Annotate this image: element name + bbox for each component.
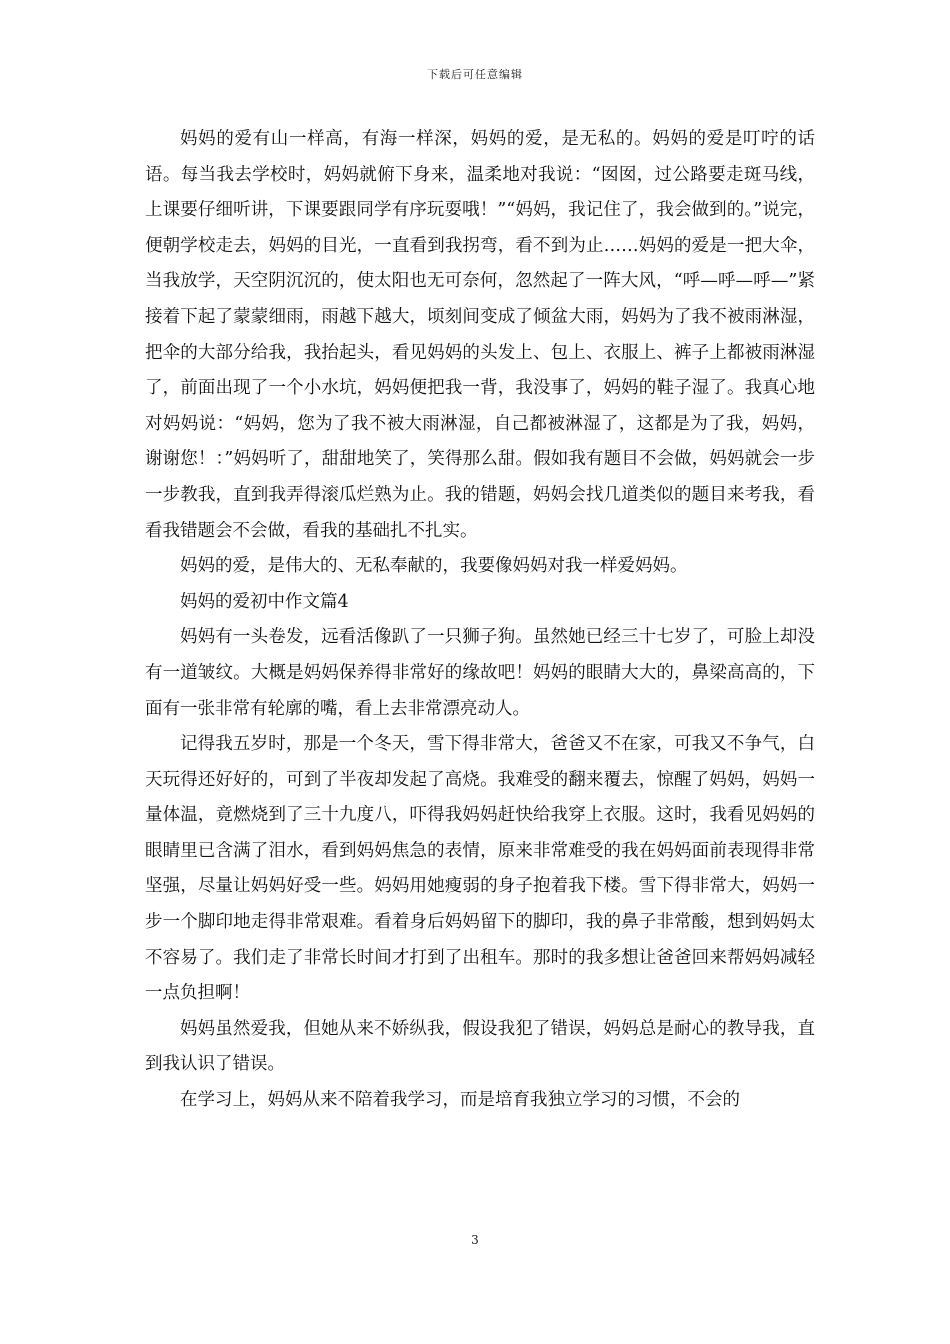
paragraph: 妈妈有一头卷发，远看活像趴了一只狮子狗。虽然她已经三十七岁了，可脸上却没有一道皱纹。大概是妈妈保养得非常好的缘故吧！妈妈的眼睛大大的，鼻梁高高的，下面有一张非常有轮廓的嘴，看上去非常漂亮动人。 [145, 627, 815, 719]
paragraph: 妈妈的爱，是伟大的、无私奉献的，我要像妈妈对我一样爱妈妈。 [180, 556, 688, 577]
document-body [145, 122, 815, 1119]
paragraph: 在学习上，妈妈从来不陪着我学习，而是培育我独立学习的习惯，不会的 [180, 1090, 740, 1111]
page-number: 3 [471, 1233, 479, 1247]
paragraph: 妈妈虽然爱我，但她从来不娇纵我，假设我犯了错误，妈妈总是耐心的教导我，直到我认识了错误。 [145, 1018, 815, 1075]
page-header: 下载后可任意编辑 [427, 68, 523, 81]
section-heading: 妈妈的爱初中作文篇4 [180, 591, 349, 612]
paragraph: 妈妈的爱有山一样高，有海一样深，妈妈的爱，是无私的。妈妈的爱是叮咛的话语。每当我去学校时，妈妈就俯下身来，温柔地对我说：“囡囡，过公路要走斑马线，上课要仔细听讲，下课要跟同学有序玩耍哦！”“妈妈，我记住了，我会做到的。”说完，便朝学校走去，妈妈的目光，一直看到我拐弯，看不到为止……妈妈的爱是一把大伞，当我放学，天空阴沉沉的，使太阳也无可奈何，忽然起了一阵大风，“呼—呼—呼—”紧接着下起了蒙蒙细雨，雨越下越大，顷刻间变成了倾盆大雨，妈妈为了我不被雨淋湿，把伞的大部分给我，我抬起头，看见妈妈的头发上、包上、衣服上、裤子上都被雨淋湿了，前面出现了一个小水坑，妈妈便把我一背，我没事了，妈妈的鞋子湿了。我真心地对妈妈说：“妈妈，您为了我不被大雨淋湿，自己都被淋湿了，这都是为了我，妈妈，谢谢您！：”妈妈听了，甜甜地笑了，笑得那么甜。假如我有题目不会做，妈妈就会一步一步教我，直到我弄得滚瓜烂熟为止。我的错题，妈妈会找几道类似的题目来考我，看看我错题会不会做，看我的基础扎不扎实。 [145, 129, 815, 541]
paragraph: 记得我五岁时，那是一个冬天，雪下得非常大，爸爸又不在家，可我又不争气，白天玩得还好好的，可到了半夜却发起了高烧。我难受的翻来覆去，惊醒了妈妈，妈妈一量体温，竟燃烧到了三十九度八，吓得我妈妈赶快给我穿上衣服。这时，我看见妈妈的眼睛里已含满了泪水，看到妈妈焦急的表情，原来非常难受的我在妈妈面前表现得非常坚强，尽量让妈妈好受一些。妈妈用她瘦弱的身子抱着我下楼。雪下得非常大，妈妈一步一个脚印地走得非常艰难。看着身后妈妈留下的脚印，我的鼻子非常酸，想到妈妈太不容易了。我们走了非常长时间才打到了出租车。那时的我多想让爸爸回来帮妈妈减轻一点负担啊！ [145, 734, 815, 1004]
